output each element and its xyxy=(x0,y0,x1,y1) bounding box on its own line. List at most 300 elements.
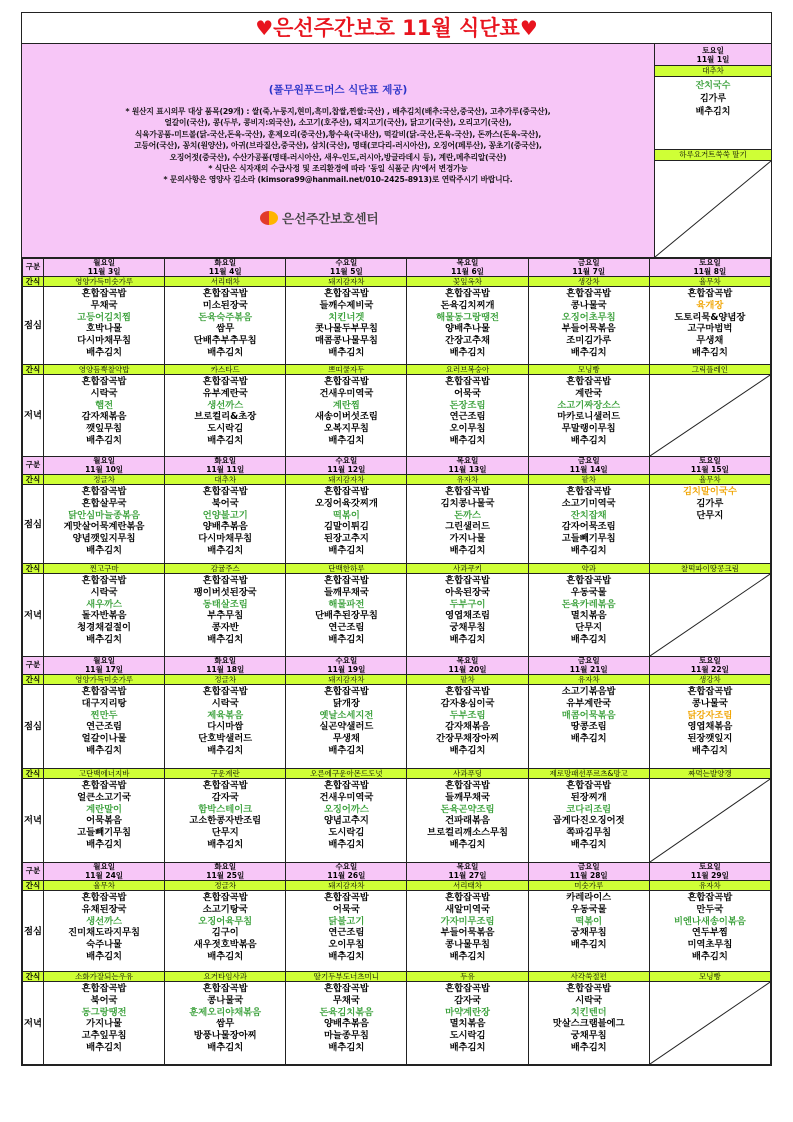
menu-item: 된장깻잎지 xyxy=(687,733,733,745)
menu-item: 매콤콩나물무침 xyxy=(314,335,378,347)
menu-item: 브로컬리&초장 xyxy=(194,411,257,423)
menu-item: 된장고추지 xyxy=(323,533,369,545)
snack-cell: 돼지감자차 xyxy=(286,475,407,485)
snack-cell: 생강차 xyxy=(528,277,649,287)
menu-item: 배추김치 xyxy=(449,1041,486,1053)
day-header xyxy=(286,863,407,881)
menu-title xyxy=(22,13,771,44)
lunch-cell xyxy=(655,77,771,150)
lunch-cell xyxy=(649,485,770,564)
row-label: 구분 xyxy=(23,863,44,881)
menu-item: 조미김가루 xyxy=(566,335,612,347)
menu-item: 치킨너겟 xyxy=(328,311,365,323)
row-label: 저녁 xyxy=(23,375,44,457)
day-date: 11월 22일 xyxy=(690,664,729,674)
menu-item: 흔합잡곡밥 xyxy=(445,892,490,903)
empty-cell xyxy=(649,779,770,863)
menu-item: 감자채볶음 xyxy=(445,721,490,733)
menu-item: 들깨수제비국 xyxy=(319,299,374,311)
menu-item: 흔합잡곡밥 xyxy=(445,288,490,299)
day-header xyxy=(165,657,286,675)
menu-item: 돈육숙주볶음 xyxy=(198,311,253,323)
notice-line: * 식단은 식자재의 수급사정 및 조리환경에 따라 '동일 식품군 内'에서 변경가능 xyxy=(208,164,468,174)
menu-item: 건새우미역국 xyxy=(319,387,374,399)
day-date: 11월 24일 xyxy=(85,870,124,880)
day-name: 목요일 xyxy=(456,258,479,267)
day-name: 금요일 xyxy=(577,258,600,267)
heart-icon: ♥ xyxy=(519,16,538,40)
menu-item: 부추무침 xyxy=(207,610,244,622)
dinner-cell xyxy=(528,375,649,457)
menu-item: 무생채 xyxy=(696,335,724,347)
menu-item: 그린샐러드 xyxy=(445,521,490,533)
menu-item: 연두부찜 xyxy=(691,927,728,939)
day-name: 토요일 xyxy=(702,46,724,55)
menu-item: 다시마쌈 xyxy=(207,721,244,733)
menu-item: 유부계란국 xyxy=(202,387,248,399)
menu-item: 무채국 xyxy=(90,299,118,311)
heart-icon: ♥ xyxy=(255,16,274,40)
center-logo xyxy=(260,209,379,227)
day-date: 11월 6일 xyxy=(451,266,484,276)
menu-item: 부들어묵볶음 xyxy=(561,323,616,335)
day-date: 11월 11일 xyxy=(206,464,245,474)
day-name: 금요일 xyxy=(577,862,600,871)
menu-item: 단호박샐러드 xyxy=(198,733,253,745)
day-name: 수요일 xyxy=(335,258,358,267)
day-header xyxy=(649,657,770,675)
menu-item: 김치콩나물국 xyxy=(440,497,495,509)
menu-item: 흔합잡곡밥 xyxy=(81,892,127,903)
menu-item: 배추김치 xyxy=(207,950,244,962)
row-label: 구분 xyxy=(23,457,44,475)
lunch-cell xyxy=(528,485,649,564)
day-name: 토요일 xyxy=(699,862,721,871)
menu-item: 배추김치 xyxy=(86,838,123,850)
menu-item: 도시락김 xyxy=(449,1030,486,1042)
menu-item: 오징어육갓찌개 xyxy=(314,497,378,509)
menu-item: 콩나물국 xyxy=(691,697,728,709)
menu-item: 훈제오리야채볶음 xyxy=(189,1006,262,1018)
menu-item: 영엽채볶음 xyxy=(687,721,733,733)
menu-item: 양배추볶음 xyxy=(202,521,248,533)
day-name: 토요일 xyxy=(699,456,721,465)
menu-item: 돈육곤약조림 xyxy=(440,803,495,815)
day-date: 11월 10일 xyxy=(85,464,124,474)
menu-item: 배추김치 xyxy=(328,544,365,556)
lunch-cell xyxy=(407,891,528,972)
menu-item: 감자채볶음 xyxy=(81,411,127,423)
lunch-row xyxy=(23,287,771,365)
day-header xyxy=(44,259,165,277)
dinner-cell xyxy=(528,574,649,657)
lunch-cell xyxy=(649,287,770,365)
day-date: 11월 26일 xyxy=(327,870,366,880)
snack-cell: 생강차 xyxy=(649,675,770,685)
menu-item: 소고기짜장소스 xyxy=(557,399,621,411)
menu-item: 건새우미역국 xyxy=(319,791,374,803)
day-date: 11월 20일 xyxy=(448,664,487,674)
menu-item: 배추김치 xyxy=(449,950,486,962)
provider-text: (풀무원푸드머스 식단표 제공) xyxy=(268,84,408,96)
menu-table xyxy=(22,258,771,1065)
snack-row xyxy=(23,277,771,287)
menu-item: 배추김치 xyxy=(449,744,486,756)
menu-item: 해물파전 xyxy=(328,598,365,610)
menu-item: 배추김치 xyxy=(207,838,244,850)
menu-item: 함박스테이크 xyxy=(198,803,253,815)
dinner-cell xyxy=(44,375,165,457)
menu-item: 고추잎무침 xyxy=(81,1030,127,1042)
menu-item: 방풍나물장아찌 xyxy=(193,1030,257,1042)
menu-item: 감자어묵조림 xyxy=(561,521,616,533)
menu-item: 우동국물 xyxy=(570,903,607,915)
dinner-row xyxy=(23,574,771,657)
menu-item: 어묵국 xyxy=(454,387,482,399)
menu-item: 흔합잡곡밥 xyxy=(566,575,612,586)
menu-item: 배추김치 xyxy=(328,950,365,962)
menu-item: 배추김치 xyxy=(86,950,123,962)
menu-item: 흔합잡곡밥 xyxy=(323,892,369,903)
menu-item: 흔합잡곡밥 xyxy=(81,288,127,299)
dinner-cell xyxy=(407,574,528,657)
snack-cell: 고단백에너지바 xyxy=(44,769,165,779)
menu-item: 단배추부추무침 xyxy=(193,335,257,347)
menu-item: 배추김치 xyxy=(570,838,607,850)
menu-item: 마약계란장 xyxy=(445,1006,490,1018)
day-name: 화요일 xyxy=(214,862,237,871)
menu-item: 돈까스 xyxy=(454,509,482,521)
snack-cell: 쁘띠쿨자두 xyxy=(286,365,407,375)
day-date: 11월 29일 xyxy=(690,870,729,880)
lunch-cell xyxy=(407,485,528,564)
menu-item: 브로컬리깨소스무침 xyxy=(427,827,508,839)
empty-cell xyxy=(655,161,771,257)
row-label: 간식 xyxy=(23,675,44,685)
snack-cell: 꽃잎옥차 xyxy=(407,277,528,287)
lunch-cell xyxy=(165,485,286,564)
menu-item: 흔합잡곡밥 xyxy=(81,780,127,791)
snack-cell: 모닝빵 xyxy=(649,972,770,982)
day-header-row xyxy=(23,863,771,881)
menu-item: 배추김치 xyxy=(691,950,728,962)
menu-item: 배추김치 xyxy=(86,633,123,645)
lunch-cell xyxy=(44,287,165,365)
dinner-row xyxy=(23,982,771,1065)
snack-cell: 오른에구운아몬드도넛 xyxy=(286,769,407,779)
day-header-row xyxy=(23,259,771,277)
menu-item: 흔합잡곡밥 xyxy=(566,376,612,387)
menu-item: 새우젓호박볶음 xyxy=(193,939,257,951)
lunch-cell xyxy=(286,891,407,972)
menu-item: 마늘종무침 xyxy=(323,1030,369,1042)
menu-item: 어묵국 xyxy=(332,903,360,915)
menu-item: 건파래볶음 xyxy=(445,815,490,827)
menu-item: 부들어묵볶음 xyxy=(440,927,495,939)
lunch-cell xyxy=(44,485,165,564)
menu-item: 햄전 xyxy=(95,399,114,411)
notice-line: 식육가공품-미트볼(닭-국산,돈육-국산), 훈제오리(중국산),황수육(국내산), 떡갈비(닭-국산,돈육-국산), 돈까스(돈육-국산), xyxy=(134,129,542,139)
menu-item: 쌈무 xyxy=(216,1018,235,1030)
menu-item: 단무지 xyxy=(696,509,724,521)
menu-item: 양배추나물 xyxy=(445,323,490,335)
menu-item: 새송이버섯조림 xyxy=(314,411,378,423)
snack-cell: 약과 xyxy=(528,564,649,574)
menu-item: 배추김치 xyxy=(86,744,123,756)
menu-item: 시락국 xyxy=(90,586,118,598)
menu-item: 양념고추지 xyxy=(323,815,369,827)
lunch-cell xyxy=(407,287,528,365)
menu-item: 배추김치 xyxy=(449,633,486,645)
menu-item: 멸치볶음 xyxy=(449,1018,486,1030)
snack-row xyxy=(23,769,771,779)
empty-cell xyxy=(649,982,770,1065)
menu-item: 배추김치 xyxy=(570,544,607,556)
day-header-row xyxy=(23,657,771,675)
menu-item: 생선까스 xyxy=(207,399,244,411)
day-header xyxy=(165,863,286,881)
menu-item: 배추김치 xyxy=(207,346,244,358)
menu-item: 쪽파김무침 xyxy=(566,827,612,839)
day-date: 11월 13일 xyxy=(448,464,487,474)
menu-item: 들깨무채국 xyxy=(445,791,490,803)
menu-item: 팽이버섯된장국 xyxy=(193,586,257,598)
dinner-cell xyxy=(286,375,407,457)
row-label: 구분 xyxy=(23,657,44,675)
menu-item: 땅콩조림 xyxy=(570,721,607,733)
notice-line: 오징어젓(중국산), 수산가공품(명태-러시아산, 새우-인도,러시아,방글라데시 등), 계란,메추리알(국산) xyxy=(169,152,507,162)
snack-cell: 돼지감자차 xyxy=(286,675,407,685)
menu-item: 배추김치 xyxy=(207,633,244,645)
lunch-cell xyxy=(649,685,770,769)
day-name: 월요일 xyxy=(93,258,115,267)
menu-item: 감자국 xyxy=(454,994,482,1006)
day-name: 화요일 xyxy=(214,456,237,465)
row-label: 간식 xyxy=(23,475,44,485)
menu-item: 미소된장국 xyxy=(202,299,248,311)
menu-item: 시락국 xyxy=(211,697,239,709)
snack-cell: 찰떡파이땅콩크림 xyxy=(649,564,770,574)
menu-item: 떡볶이 xyxy=(332,509,360,521)
day-date: 11월 28일 xyxy=(569,870,608,880)
lunch-cell xyxy=(286,485,407,564)
dinner-cell xyxy=(165,982,286,1065)
menu-item: 흔합잡곡밥 xyxy=(566,486,612,497)
menu-item: 김말이튀김 xyxy=(323,521,369,533)
day-date: 11월 25일 xyxy=(206,870,245,880)
menu-item: 해물동그랑땡전 xyxy=(436,311,499,323)
row-label: 간식 xyxy=(23,277,44,287)
menu-item: 배추김치 xyxy=(207,744,244,756)
day-header xyxy=(407,863,528,881)
menu-item: 떡볶이 xyxy=(575,915,603,927)
day-date: 11월 18일 xyxy=(206,664,245,674)
snack-cell: 정글차 xyxy=(44,475,165,485)
snack-cell: 영양가득미숫가루 xyxy=(44,675,165,685)
snack-cell: 구운계란 xyxy=(165,769,286,779)
dinner-cell xyxy=(44,574,165,657)
menu-item: 배추김치 xyxy=(449,434,486,446)
menu-item: 돈육카레볶음 xyxy=(561,598,616,610)
menu-item: 연근조림 xyxy=(449,411,486,423)
menu-item: 고구마범벅 xyxy=(687,323,733,335)
row-label: 간식 xyxy=(23,365,44,375)
menu-item: 새우까스 xyxy=(86,598,123,610)
snack-cell: 미숫가루 xyxy=(528,881,649,891)
day-name: 화요일 xyxy=(214,258,237,267)
menu-item: 시락국 xyxy=(575,994,603,1006)
snack-row xyxy=(23,475,771,485)
dinner-cell xyxy=(528,779,649,863)
dinner-cell xyxy=(44,982,165,1065)
notice-line: * 원산지 표시의무 대상 품목(29개) : 쌀(죽,누룽지,현미,흑미,찹쌀,찐쌀:국산) , 배추김치(배추:국산,중국산), 고추가루(중국산), xyxy=(125,107,551,116)
menu-item: 쌈무 xyxy=(216,323,235,335)
menu-item: 흔합잡곡밥 xyxy=(323,780,369,791)
day-header xyxy=(44,457,165,475)
day-name: 금요일 xyxy=(577,656,600,665)
menu-item: 배추김치 xyxy=(207,1041,244,1053)
lunch-row xyxy=(23,485,771,564)
snack-cell: 찐고구마 xyxy=(44,564,165,574)
menu-item: 두부조림 xyxy=(449,709,486,721)
menu-item: 게맛살어묵계란볶음 xyxy=(63,521,145,533)
day-name: 수요일 xyxy=(335,456,358,465)
menu-item: 흔합잡곡밥 xyxy=(81,486,127,497)
menu-item: 찐만두 xyxy=(90,709,118,721)
menu-item: 흔합잡곡밥 xyxy=(323,288,369,299)
snack-cell: 유자차 xyxy=(407,475,528,485)
menu-item: 배추김치 xyxy=(570,1041,607,1053)
menu-item: 카레라이스 xyxy=(566,892,612,903)
lunch-cell xyxy=(165,287,286,365)
menu-item: 흔합잡곡밥 xyxy=(202,486,248,497)
menu-item: 숙주나물 xyxy=(86,939,123,951)
menu-item: 닭개장 xyxy=(332,697,360,709)
menu-item: 고들빼기무침 xyxy=(77,827,132,839)
menu-item: 우동국물 xyxy=(570,586,607,598)
menu-item: 흔합잡곡밥 xyxy=(81,575,127,586)
menu-item: 잔치잡채 xyxy=(570,509,607,521)
menu-item: 단무지 xyxy=(211,827,239,839)
menu-item: 단무지 xyxy=(575,622,603,634)
menu-item: 고소한콩자반조림 xyxy=(189,815,262,827)
day-header xyxy=(649,259,770,277)
snack-cell: 영양가득미숫가루 xyxy=(44,277,165,287)
dinner-cell xyxy=(286,982,407,1065)
menu-item: 오징어초무침 xyxy=(561,311,616,323)
menu-item: 흔합잡곡밥 xyxy=(566,983,612,994)
notice-line: 고등어(국산), 꽁치(원양산), 아귀(브라질산,중국산), 삼치(국산), 명태(코다리-러시아산), 오징어(페루산), 꽁초기(중국산), xyxy=(134,141,542,151)
menu-item: 가자미무조림 xyxy=(440,915,495,927)
menu-item: 오복지무침 xyxy=(323,423,369,435)
day-name: 목요일 xyxy=(456,862,479,871)
menu-item: 대구지리탕 xyxy=(81,697,127,709)
empty-cell xyxy=(649,574,770,657)
menu-item: 감자옹심이국 xyxy=(440,697,495,709)
menu-item: 영엽채조림 xyxy=(445,610,490,622)
menu-item: 두부구이 xyxy=(449,598,486,610)
menu-item: 돈육김치찌개 xyxy=(440,299,495,311)
menu-item: 배추김치 xyxy=(86,544,123,556)
snack-cell: 정글차 xyxy=(165,675,286,685)
snack-cell: 감귤주스 xyxy=(165,564,286,574)
row-label: 간식 xyxy=(23,972,44,982)
menu-item: 언양불고기 xyxy=(202,509,248,521)
row-label: 점심 xyxy=(23,287,44,365)
day-header xyxy=(286,259,407,277)
menu-item: 청경채겉절이 xyxy=(77,622,132,634)
lunch-cell xyxy=(528,287,649,365)
menu-item: 북어국 xyxy=(90,994,118,1006)
snack-cell: 단백한하루 xyxy=(286,564,407,574)
menu-item: 흔합잡곡밥 xyxy=(202,575,248,586)
row-label: 저녁 xyxy=(23,779,44,863)
day-header xyxy=(407,259,528,277)
notices xyxy=(22,106,654,186)
menu-item: 궁채무침 xyxy=(570,927,607,939)
menu-item: 단배추된장무침 xyxy=(314,610,378,622)
day-header xyxy=(407,457,528,475)
lunch-cell xyxy=(44,685,165,769)
menu-item: 흔합잡곡밥 xyxy=(566,780,612,791)
menu-item: 흔합살무국 xyxy=(81,497,127,509)
menu-item: 얼큰소고기국 xyxy=(77,791,132,803)
menu-item: 배추김치 xyxy=(207,434,244,446)
snack-cell: 두유 xyxy=(407,972,528,982)
menu-item: 옛날소세지전 xyxy=(319,709,374,721)
menu-item: 된장찌개 xyxy=(570,791,607,803)
menu-item: 흔합잡곡밥 xyxy=(445,486,490,497)
day-header xyxy=(649,863,770,881)
menu-item: 흔합잡곡밥 xyxy=(81,376,127,387)
dinner-row xyxy=(23,375,771,457)
snack-cell: 정글차 xyxy=(165,881,286,891)
menu-item: 코다리조림 xyxy=(566,803,612,815)
menu-item: 배추김치 xyxy=(449,544,486,556)
menu-item: 동태살조림 xyxy=(202,598,248,610)
snack-cell: 율무차 xyxy=(649,475,770,485)
menu-item: 배추김치 xyxy=(328,838,365,850)
snack-cell: 그릭플레인 xyxy=(649,365,770,375)
menu-item: 콩나물국 xyxy=(207,994,244,1006)
menu-item: 오징어육무침 xyxy=(198,915,253,927)
lunch-cell xyxy=(649,891,770,972)
menu-item: 배추김치 xyxy=(695,107,731,117)
menu-item: 김가루 xyxy=(699,94,727,104)
menu-item: 다시마채무침 xyxy=(198,533,253,545)
menu-item: 양념깻잎지무침 xyxy=(72,533,136,545)
menu-item: 생선까스 xyxy=(86,915,123,927)
day-name: 화요일 xyxy=(214,656,237,665)
menu-item: 궁채무침 xyxy=(449,622,486,634)
row-label: 저녁 xyxy=(23,982,44,1065)
menu-item: 김가루 xyxy=(696,497,724,509)
title-text: 은선주간보호 11월 식단표 xyxy=(273,16,520,40)
menu-item: 연근조림 xyxy=(328,927,365,939)
menu-item: 흔합잡곡밥 xyxy=(687,288,733,299)
menu-item: 가지나물 xyxy=(86,1018,123,1030)
snack-cell: 모닝빵 xyxy=(528,365,649,375)
day-header-row xyxy=(23,457,771,475)
snack-cell: 유자차 xyxy=(528,675,649,685)
menu-item: 돈장조림 xyxy=(449,399,486,411)
menu-item: 배추김치 xyxy=(86,1041,123,1053)
menu-item: 육개장 xyxy=(696,299,724,311)
menu-item: 배추김치 xyxy=(691,346,728,358)
menu-item: 미역초무침 xyxy=(687,939,733,951)
menu-item: 흔합잡곡밥 xyxy=(445,780,490,791)
menu-item: 흔합잡곡밥 xyxy=(445,686,490,697)
